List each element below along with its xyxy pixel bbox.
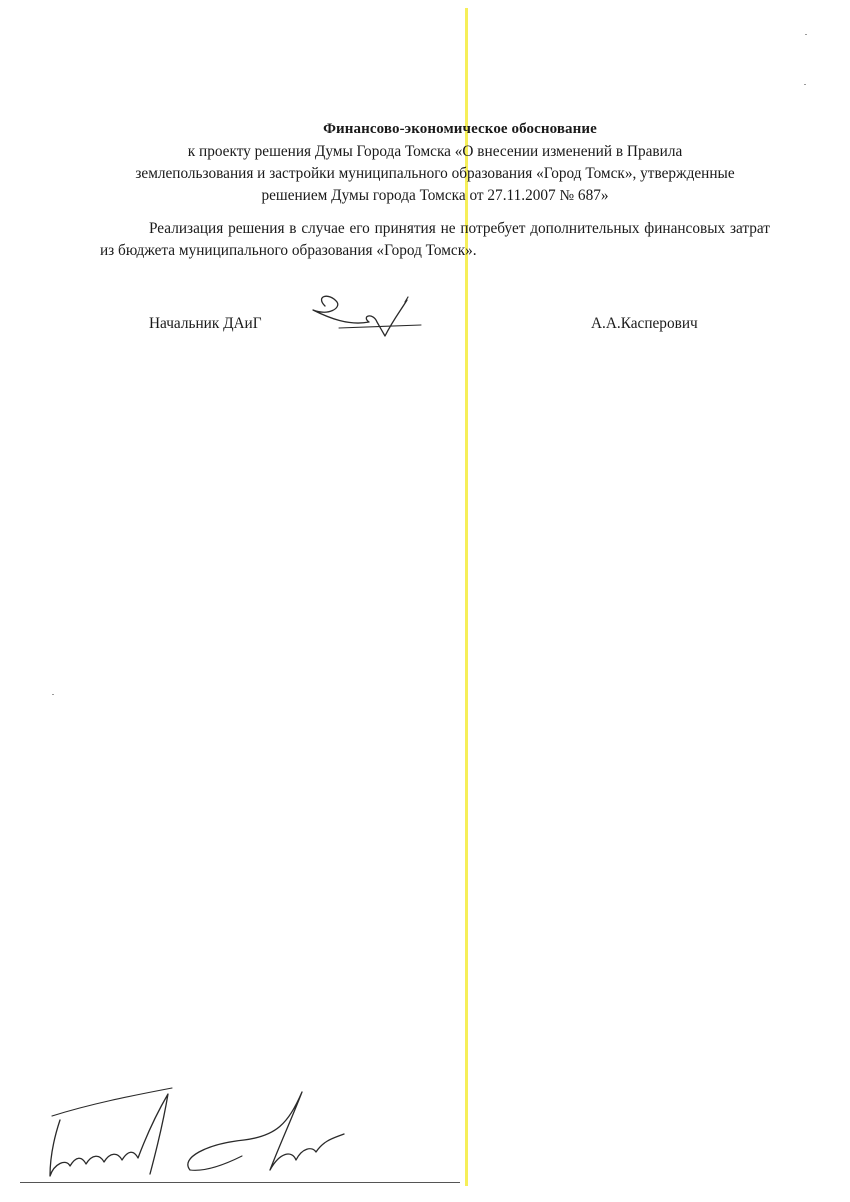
subtitle-line: решением Думы города Томска от 27.11.2007 № 687» — [261, 187, 609, 204]
scan-speck — [52, 694, 54, 695]
subtitle-line: землепользования и застройки муниципального образования «Город Томск», утвержденные — [135, 165, 735, 182]
bottom-rule — [20, 1182, 460, 1183]
scan-speck — [805, 34, 807, 35]
signature-image — [309, 292, 429, 348]
document-body: Реализация решения в случае его принятия не потребует дополнительных финансовых затрат из бюджета муниципального образования «Город Томск». — [100, 220, 770, 259]
document-subtitle — [100, 141, 770, 207]
scan-speck — [804, 84, 806, 85]
document-title: Финансово-экономическое обоснование — [323, 121, 597, 137]
approval-signatures-image — [30, 1078, 360, 1188]
signatory-name: А.А.Касперович — [591, 315, 698, 332]
signatory-title: Начальник ДАиГ — [149, 315, 262, 332]
subtitle-line: к проекту решения Думы Города Томска «О внесении изменений в Правила — [187, 143, 683, 160]
